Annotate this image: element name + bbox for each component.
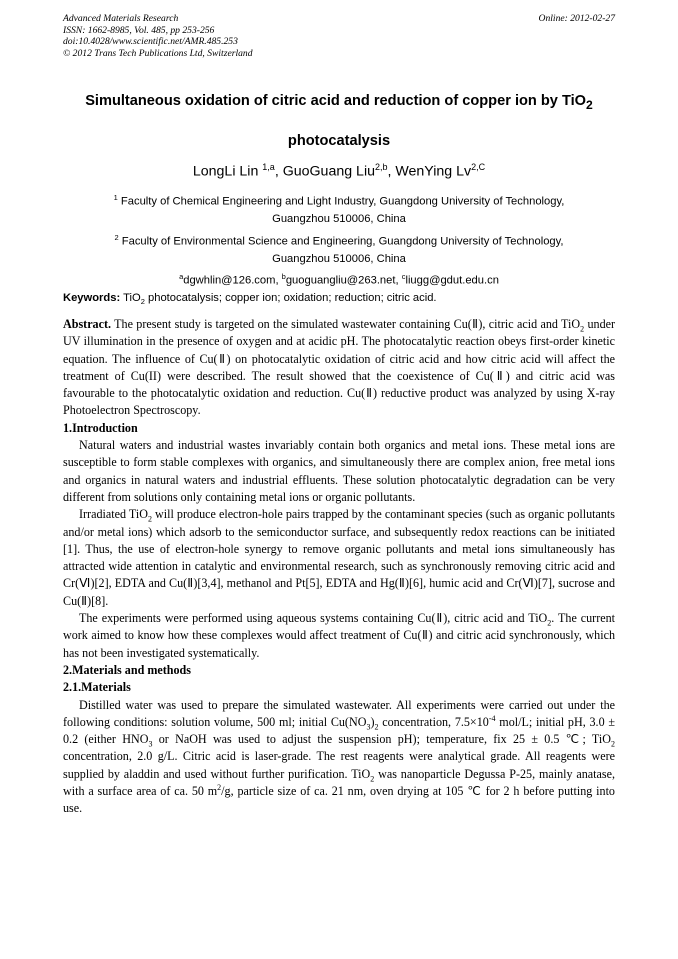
affiliation-mark: 2 <box>114 232 119 242</box>
online-date: Online: 2012-02-27 <box>538 13 615 24</box>
section-heading-methods: 2.Materials and methods <box>63 662 191 677</box>
intro-paragraph-2 <box>63 506 615 610</box>
paragraph-text: Irradiated TiO <box>79 507 148 522</box>
paragraph-subscript: 2 <box>547 618 552 628</box>
paragraph-text: will produce electron-hole pairs trapped by the contaminant species (such as organic pollutants and/or metal ions) which adsorb to the semiconductor surface, and subsequently redox reactions can be initiated [1]. Thus, the use of electron-hole synergy to remove organic pollutants and metal ions simultaneously has attracted wide attention in catalytic and environmental research, such as synchronously removing citric acid and Cr(Ⅵ)[2], EDTA and Cu(Ⅱ)[3,4], methanol and Pt[5], EDTA and Hg(Ⅱ)[6], humic acid and Cr(Ⅵ)[7], sucrose and Cu(Ⅱ)[8]. <box>63 507 615 608</box>
affiliation-mark: 1 <box>113 193 118 202</box>
author-affiliation-mark: 1,a <box>262 162 275 172</box>
paper-title <box>56 92 622 150</box>
author-affiliation-mark: 2,C <box>471 162 486 172</box>
paragraph-subscript: 2 <box>147 514 152 524</box>
paragraph-subscript: 3 <box>366 722 371 732</box>
author-affiliation-mark: 2,b <box>374 162 388 172</box>
keywords-label: Keywords: <box>63 292 121 304</box>
title-subscript: 2 <box>586 97 593 112</box>
email-line <box>56 268 622 290</box>
abstract-text: The present study is targeted on the simulated wastewater containing Cu(Ⅱ), citric acid and TiO <box>111 317 581 331</box>
email-address: dgwhlin@126.com, <box>183 275 282 288</box>
subsection-heading-materials: 2.1.Materials <box>63 680 131 695</box>
paragraph-text: /g, particle size of ca. 21 nm, oven drying at 105 ℃ for 2 h before putting into use. <box>63 784 615 816</box>
keywords-text: photocatalysis; copper ion; oxidation; reduction; citric acid. <box>144 292 437 304</box>
intro-paragraph-1: Natural waters and industrial wastes invariably contain both organics and metal ions. These metal ions are susceptible to form stable complexes with organics, and simultaneously there are complex anion, free metal ions and organics in natural waters and industrial effluents. These solution photocatalytic degradation can be very different from solutions only containing metal ions or organic pollutants. <box>63 438 615 504</box>
affiliation-2-city: Guangzhou 510006, China <box>272 252 406 265</box>
paragraph-text: . The current work aimed to know how these complexes would affect treatment of Cu(Ⅱ) and citric acid synchronously, which has not been investigated systematically. <box>63 611 615 660</box>
abstract-text: under UV illumination in the presence of oxygen and at acidic pH. The photocatalytic reaction obeys first-order kinetic equation. The influence of Cu(Ⅱ) on photocatalytic oxidation of citric acid and how citric acid will affect the treatment of Cu(II) were described. The result showed that the coexistence of Cu(Ⅱ) and citric acid was favourable to the photocatalytic oxidation and reduction. Cu(Ⅱ) reductive product was analyzed by using X-ray Photoelectron Spectroscopy. <box>63 317 616 418</box>
affiliation-text: Faculty of Environmental Science and Engineering, Guangdong University of Technology, <box>118 235 564 248</box>
email-address: liugg@gdut.edu.cn <box>405 275 499 288</box>
paragraph-text: concentration, 2.0 g/L. Citric acid is laser-grade. The rest reagents were analytical grade. All reagents were supplied by aladdin and used without further purification. TiO <box>63 749 615 781</box>
paragraph-subscript: 2 <box>370 774 375 784</box>
author-list <box>56 158 622 181</box>
keywords <box>63 291 615 309</box>
author-name: , GuoGuang Liu <box>274 163 375 180</box>
paragraph-text: concentration, 7.5×10 <box>378 714 489 729</box>
email-mark: a <box>179 272 184 282</box>
keywords-text: TiO <box>120 292 141 304</box>
journal-header <box>63 13 615 59</box>
paragraph-text: mol/L; initial pH, 3.0 ± 0.2 (either HNO <box>63 714 616 747</box>
abstract-subscript: 2 <box>580 324 585 334</box>
paper-body <box>63 316 615 818</box>
paragraph-text: or NaOH was used to adjust the suspension pH); temperature, fix 25 ± 0.5 ℃; TiO <box>152 732 611 747</box>
paragraph-text: was nanoparticle Degussa P-25, mainly anatase, with a surface area of ca. 50 m <box>63 766 615 799</box>
copyright-line: © 2012 Trans Tech Publications Ltd, Switzerland <box>63 47 253 59</box>
paragraph-text: Distilled water was used to prepare the simulated wastewater. All experiments were carried out under the following conditions: solution volume, 500 ml; initial Cu(NO <box>63 697 615 729</box>
materials-paragraph <box>63 697 615 818</box>
issn-line: ISSN: 1662-8985, Vol. 485, pp 253-256 <box>63 24 215 36</box>
keywords-subscript: 2 <box>140 297 145 307</box>
affiliation-2 <box>56 229 622 251</box>
paragraph-text: The experiments were performed using aqueous systems containing Cu(Ⅱ), citric acid and TiO <box>79 611 548 626</box>
affiliations <box>56 189 622 291</box>
abstract-label: Abstract. <box>63 317 112 331</box>
title-line-2: photocatalysis <box>287 132 391 149</box>
author-name: , WenYing Lv <box>387 163 472 180</box>
paragraph-text: ) <box>370 714 375 729</box>
paragraph-subscript: 3 <box>148 739 153 749</box>
affiliation-text: Faculty of Chemical Engineering and Light Industry, Guangdong University of Technology, <box>117 195 565 208</box>
email-address: guoguangliu@263.net, <box>285 275 402 288</box>
paragraph-subscript: 2 <box>611 739 615 749</box>
affiliation-1-city: Guangzhou 510006, China <box>272 213 406 226</box>
abstract <box>63 316 615 420</box>
section-heading-introduction: 1.Introduction <box>63 420 138 435</box>
paragraph-superscript: -4 <box>488 713 496 723</box>
author-name: LongLi Lin <box>192 163 263 180</box>
intro-paragraph-3 <box>63 610 615 662</box>
doi-line: doi:10.4028/www.scientific.net/AMR.485.253 <box>63 36 238 48</box>
paragraph-subscript: 2 <box>374 722 379 732</box>
email-mark: b <box>281 272 286 282</box>
affiliation-1 <box>56 189 622 211</box>
title-line-1: Simultaneous oxidation of citric acid and reduction of copper ion by TiO <box>85 93 587 109</box>
paragraph-superscript: 2 <box>217 782 222 792</box>
email-mark: c <box>401 272 406 282</box>
journal-name: Advanced Materials Research <box>63 13 179 24</box>
